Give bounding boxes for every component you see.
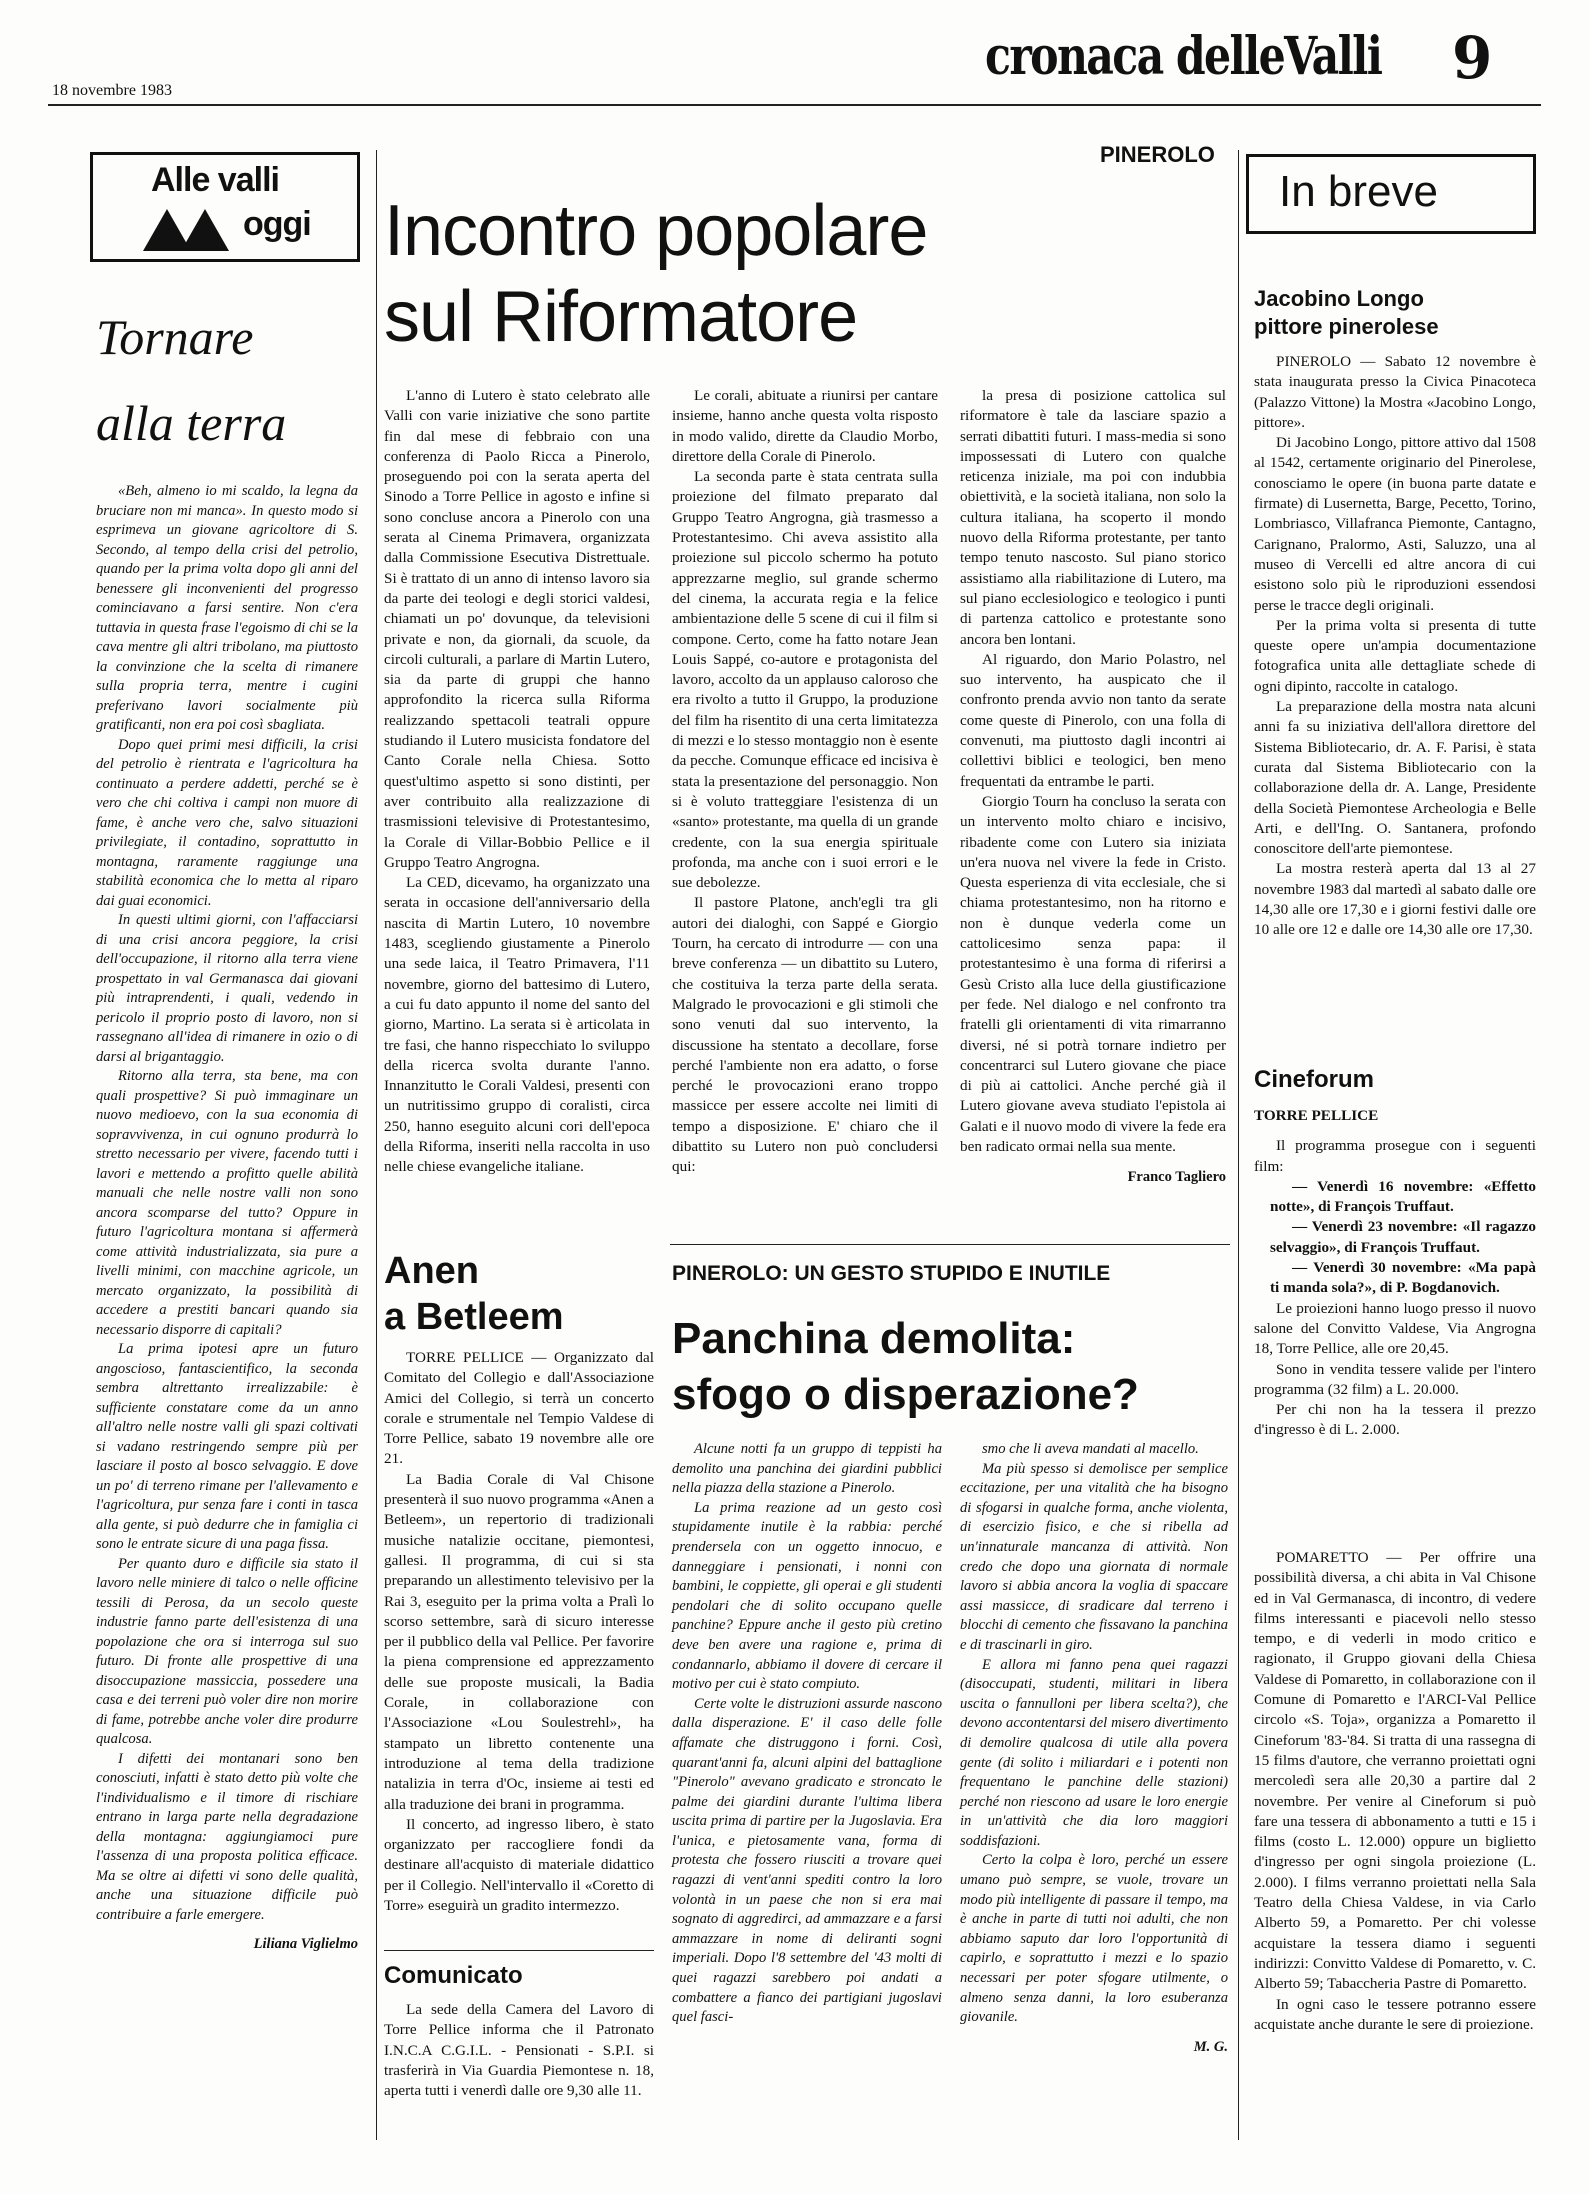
left-article-title-1: Tornare	[96, 309, 254, 365]
anen-body: TORRE PELLICE — Organizzato dal Comitato del Collegio e dall'Associazione Amici del Collegio, si terrà un concerto corale e strumentale nel Tempio Valdese di Torre Pellice, sabato 19 novembre alle ore 21. La Badia Corale di Val Chisone presenterà il suo nuovo programma «Anen a Betleem», un repertorio di tradizionali musiche natalizie occitane, piemontesi, gallesi. Il programma, di cui si sta preparando un allestimento televisivo per la Rai 3, eseguito per la prima volta a Pralì lo scorso settembre, sarà di sicuro interesse per il pubblico della val Pellice. Per favorire la piena comprensione ed apprezzamento delle sue proposte musicali, la Badia Corale, in collaborazione con l'Associazione «Lou Soulestrehl», ha stampato un libretto contenente una introduzione al tema della tradizione natalizia in terra d'Oc, insieme ai testi ed alla traduzione dei brani in programma. Il concerto, ad ingresso libero, è stato organizzato per raccogliere fondi da destinare all'acquisto di materiale didattico per il Collegio. Nell'intervallo il «Coretto di Torre» eseguirà un gradito intermezzo.	[384, 1349, 654, 1915]
breve-item1-title-1: Jacobino Longo	[1254, 286, 1424, 311]
pomaretto-body: POMARETTO — Per offrire una possibilità diversa, a chi abita in Val Chisone ed in Val Germanasca, di incontro, di vedere films interessanti e piacevoli nello stesso tempo, e di vederli in modo critico e ragionato, il Gruppo giovani della Chiesa Valdese di Pomaretto, in collaborazione con il Comune di Pomaretto e l'ARCI-Val Pellice circolo «S. Toja», organizza a Pomaretto il Cineforum '83-'84. Si tratta di una rassegna di 15 films d'autore, che verranno proiettati ogni mercoledì sera alle 20,30 a partire dal 2 novembre. Per venire al Cineforum si può fare una tessera di abbonamento a tutti e 15 i films (costo L. 12.000) oppure un biglietto d'ingresso per ogni singola proiezione (L. 2.000). I films verranno proiettati nella Sala Teatro della Chiesa Valdese, in via Carlo Alberto 59, a Pomaretto. Per chi volesse acquistare la tessera diamo i seguenti indirizzi: Convitto Valdese di Pomaretto, v. C. Alberto 59; Tabaccheria Pastre di Pomaretto. In ogni caso le tessere potranno essere acquistate anche durante le sere di proiezione.	[1254, 1549, 1536, 2033]
film-item-3: — Venerdì 30 novembre: «Ma papà ti manda sola?», di P. Bogdanovich.	[1270, 1259, 1536, 1297]
main-col-3: la presa di posizione cattolica sul riformatore è tale da lasciare spazio a serrati dibattiti futuri. I mass-media si sono impossessati di Lutero con qualche reticenza iniziale, ma poi con indubbia obiettività, e la società italiana, non solo la cultura italiana, ha scoperto il mondo nuovo della Riforma protestante, per tanto tempo tenuto nascosto. Sul piano storico assistiamo alla riabilitazione di Lutero, ma sul piano ecclesiologico e teologico i punti di partenza cattolico e protestante sono ancora ben lontani. Al riguardo, don Mario Polastro, nel suo intervento, ha auspicato che il confronto prenda avvio non tanto da serate come queste di Pinerolo, con una folla di convenuti, ma piuttosto dagli incontri ai collettivi biblici e teologici, ben meno frequentati da entrambe le parti. Giorgio Tourn ha concluso la serata con un intervento molto chiaro e incisivo, ribadente come con Lutero sia iniziata un'era nuova nel vivere la fede in Cristo. Questa esperienza di vita ecclesiale, che si chiama protestantesimo, non ha ritorno e non è dunque vederla come un cattolicesimo senza papa: il protestantesimo è una forma di riferirsi a Gesù Cristo alla luce della giustificazione per fede. Nel dialogo e nel confronto tra fratelli gli orientamenti di vita rimarranno diversi, né si potrà tornare indietro per concentrarci sul Lutero giovane che piace di più ai cattolici. Anche perché già il Lutero giovane aveva studiato l'epistola ai Galati e il nuovo modo di vivere la fede era ben radicato ormai nella sua mente. Franco Tagliero	[960, 386, 1226, 1188]
comunicato-body: La sede della Camera del Lavoro di Torre Pellice informa che il Patronato I.N.C.A C.G.I.L. - Pensionati - S.P.I. si trasferirà in Via Guardia Piemontese n. 18, aperta tutti i venerdì dalle ore 9,30 alle 11.	[384, 2001, 654, 2100]
cineforum-title: Cineforum	[1254, 1066, 1374, 1093]
comunicato-rule	[384, 1950, 654, 1951]
issue-date: 18 novembre 1983	[52, 82, 172, 99]
masthead-title: cronaca delleValli	[985, 26, 1382, 87]
column-rule	[376, 150, 377, 2140]
panchina-kicker: PINEROLO: UN GESTO STUPIDO E INUTILE	[672, 1262, 1111, 1285]
left-article-body: «Beh, almeno io mi scaldo, la legna da bruciare non mi manca». In questo modo si esprimeva un giovane agricoltore di S. Secondo, al tempo della crisi del petrolio, quando per la prima volta dopo gli anni del benessere gli inconvenienti del progresso cominciavano a farsi sentire. Non c'era tuttavia in questa frase l'egoismo di chi se la cava mentre gli altri tribolano, ma piuttosto la convinzione che la scelta di rimanere sulla propria terra, mentre i cugini preferivano lavori socialmente più gratificanti, non era poi così sbagliata. Dopo quei primi mesi difficili, la crisi del petrolio è rientrata e l'agricoltura ha continuato a perdere addetti, perché se è vero che chi coltiva i campi non muore di fame, è anche vero che, salvo situazioni privilegiate, il contadino, soprattutto in montagna, raramente raggiunge una stabilità economica che lo metta al riparo dai guai economici. In questi ultimi giorni, con l'affacciarsi di una crisi ancora peggiore, la crisi dell'occupazione, il ritorno alla terra viene prospettato in val Germanasca dai giovani più intraprendenti, i quali, vedendo in pericolo il proprio posto di lavoro, non si rassegnano all'idea di rimanere in ozio o di darsi al brigantaggio. Ritorno alla terra, sta bene, ma con quali prospettive? Si può immaginare un nuovo medioevo, con la sua economia di sopravvivenza, in cui ognuno produrrà lo stretto necessario per vivere, facendo tutti i lavori e mettendo a profitto quelle abilità manuali che nelle nostre valli non sono ancora scomparse del tutto? Oppure in futuro l'agricoltura montana si affermerà come attività industrializzata, sia pure a livelli minimi, con macchine agricole, un mercato organizzato, la possibilità di accedere a prestiti bancari quando sia necessario disporre di capitali? La prima ipotesi apre un futuro angoscioso, fantascientifico, la seconda sembra altrettanto irrealizzabile: è sufficiente constatare come da un anno all'altro nelle nostre valli gli spazi coltivati si vadano restringendo sempre più per lasciare il posto al bosco selvaggio. E dove un po' di terreno rimane per l'allevamento e l'agricoltura, pur senza fare i conti in tasca alla gente, si può dedurre che in famiglia ci sono le entrate sicure di una paga fissa. Per quanto duro e difficile sia stato il lavoro nelle miniere di talco o nelle officine tessili di Perosa, da un secolo queste industrie fanno parte dell'esistenza di una popolazione che ora si interroga sul suo futuro. Di fronte alle prospettive di una disoccupazione massiccia, possedere una casa e dei terreni può voler dire non morire di fame, potrebbe anche voler dire produrre qualcosa. I difetti dei montanari sono ben conosciuti, infatti è stato detto più volte che l'individualismo e il timore di rischiare entrano in larga parte nella degradazione della montagna: aggiungiamoci pure l'assenza di una proposta politica efficace. Ma se oltre ai difetti vi sono delle qualità, anche una situazione difficile può contribuire a farle emergere. Liliana Viglielmo	[96, 482, 358, 1955]
left-article-signature: Liliana Viglielmo	[253, 1936, 358, 1952]
main-headline-1: Incontro popolare	[384, 191, 928, 271]
panchina-signature: M. G.	[1193, 2038, 1228, 2055]
breve-item1-body: PINEROLO — Sabato 12 novembre è stata inaugurata presso la Civica Pinacoteca (Palazzo Vittone) la Mostra «Jacobino Longo, pittore». Di Jacobino Longo, pittore attivo dal 1508 al 1542, certamente originario del Pinerolese, conosciamo le opere (in buona parte datate e firmate) di Lusernetta, Barge, Pecetto, Torino, Lombriasco, Villafranca Piemonte, Cantagno, Carignano, Pralormo, Asti, Saluzzo, una al museo di Vercelli ed altre ancora di cui esistono solo più le riproduzioni essendosi perse le tracce degli originali. Per la prima volta si presenta di tutte queste opere un'ampia documentazione fotografica unita alle dettagliate schede di ogni dipinto, raccolte in catalogo. La preparazione della mostra nata alcuni anni fa su iniziativa dell'allora direttore del Sistema Bibliotecario, dr. A. F. Parisi, è stata curata dal Sistema Bibliotecario con la collaborazione della dr. A. Lange, Presidente della Società Piemontese Archeologia e Belle Arti, e dell'Ing. O. Santanera, profondo conoscitore dell'arte piemontese. La mostra resterà aperta dal 13 al 27 novembre 1983 dal martedì al sabato dalle ore 14,30 alle ore 17,30 e i giorni festivi dalle ore 10 alle ore 12 e dalle ore 14,30 alle ore 17,30.	[1254, 353, 1536, 939]
film-item-1: — Venerdì 16 novembre: «Effetto notte», di François Truffaut.	[1270, 1177, 1536, 1216]
section-rule	[670, 1244, 1230, 1245]
in-breve-title: In breve	[1279, 167, 1438, 216]
page-number: 9	[1452, 24, 1493, 92]
panchina-headline-1: Panchina demolita:	[672, 1314, 1076, 1363]
anen-title-1: Anen	[384, 1250, 479, 1292]
main-kicker: PINEROLO	[1100, 142, 1215, 167]
cineforum-body: TORRE PELLICE Il programma prosegue con i seguenti film: — Venerdì 16 novembre: «Effetto notte», di François Truffaut. — Venerdì 23 novembre: «Il ragazzo selvaggio», di François Truffaut. — Venerdì 30 novembre: «Ma papà ti manda sola?», di P. Bogdanovich. Le proiezioni hanno luogo presso il nuovo salone del Convitto Valdese, Via Angrogna 18, Torre Pellice, alle ore 20,45. Sono in vendita tessere valide per l'intero programma (32 film) a L. 20.000. Per chi non ha la tessera il prezzo d'ingresso è di L. 2.000.	[1254, 1107, 1536, 1439]
breve-item1-title-2: pittore pinerolese	[1254, 314, 1439, 339]
panchina-col-1: Alcune notti fa un gruppo di teppisti ha demolito una panchina dei giardini pubblici nella piazza della stazione a Pinerolo. La prima reazione ad un gesto così stupidamente inutile è la rabbia: perché prendersela con un oggetto innocuo, e danneggiare i pensionati, i nonni con bambini, le coppiette, gli operai e gli studenti pendolari che di solito occupano quelle panchine? Eppure anche il gesto più cretino deve ben avere una ragione e, prima di condannarlo, abbiamo il dovere di cercare il motivo per cui è stato compiuto. Certe volte le distruzioni assurde nascono dalla disperazione. E' il caso delle folle affamate che distruggono i forni. Così, quarant'anni fa, alcuni alpini del battaglione "Pinerolo" avevano gradicato e stroncato le palme dei giardini durante l'ultima libera uscita prima di partire per la Jugoslavia. Era l'unica, e pietosamente vana, forma di protesta che fossero riusciti a trovare quei ragazzi di vent'anni spediti contro la loro volontà in un paese che non si era mai sognato di aggredirci, ad ammazzare e a farsi ammazzare in nome di deliranti sogni imperiali. Dopo l'8 settembre del '43 molti di quei ragazzi sarebbero poi andati a combattere a fianco dei partigiani jugoslavi quel fasci-	[672, 1441, 942, 2026]
mountains-icon	[143, 207, 233, 255]
film-item-2: — Venerdì 23 novembre: «Il ragazzo selvaggio», di François Truffaut.	[1270, 1218, 1536, 1256]
main-headline-2: sul Riformatore	[384, 277, 858, 357]
main-col-2: Le corali, abituate a riunirsi per cantare insieme, hanno anche questa volta risposto in modo valido, dirette da Claudio Morbo, direttore della Corale di Pinerolo. La seconda parte è stata centrata sulla proiezione del filmato preparato dal Gruppo Teatro Angrogna, già trasmesso a Protestantesimo. Chi aveva assistito alla proiezione sul piccolo schermo ha potuto apprezzarne meglio, sul grande schermo del cinema, la accurata regia e la felice ambientazione delle 5 scene di cui il film si compone. Certo, come ha fatto notare Jean Louis Sappé, co-autore e protagonista del lavoro, accolto da un applauso caloroso che era rivolto a tutto il Gruppo, la produzione del film ha risentito di una certa limitatezza di mezzi e lo stesso montaggio non è esente da pecche. Comunque efficace ed incisiva è stata la presentazione del personaggio. Non si è voluto tratteggiare l'esistenza di un «santo» protestante, ma quella di un grande credente, con la sua energia spirituale profonda, ma anche con i suoi errori e le sue debolezze. Il pastore Platone, anch'egli tra gli autori dei dialoghi, con Sappé e Giorgio Tourn, ha cercato di introdurre — con una breve conferenza — un dibattito su Lutero, che costituiva la terza parte della serata. Malgrado le provocazioni e gli stimoli che sono venuti dal suo intervento, la discussione ha stentato a decollare, forse perché l'ambiente non era adatto, o forse perché le provocazioni erano troppo massicce per essere accolte nei limiti di tempo a disposizione. E' chiaro che il dibattito su Lutero non può concludersi qui:	[672, 387, 938, 1176]
right-column-rule	[1238, 150, 1239, 2140]
panchina-col-2: smo che li aveva mandati al macello. Ma più spesso si demolisce per semplice eccitazione, per una vitalità che ha bisogno di sfogarsi in qualche forma, anche violenta, di esercizio fisico, e che si ribella ad un'innaturale mancanza di attività. Non credo che dopo una giornata di normale lavoro si abbia ancora la voglia di spaccare assi massicce, di sradicare dal terreno i blocchi di cemento che fissavano la panchina e di trascinarli in giro. E allora mi fanno pena quei ragazzi (disoccupati, studenti, militari in libera uscita o fannulloni per libera scelta?), che devono accontentarsi del misero divertimento di demolire qualcosa di utile alla povera gente (di solito i miliardari e i potenti non frequentano le panchine delle stazioni) perché non riescono ad usare le loro energie in un'attività che dia loro maggiori soddisfazioni. Certo la colpa è loro, perché un essere umano può sempre, se vuole, trovare un modo più intelligente di passare il tempo, ma è anche in parte di tutti noi adulti, che non abbiamo saputo dar loro l'opportunità di capirlo, e soprattutto i mezzi e lo spazio necessari per poter sfogare utilmente, o almeno senza danni, la loro esuberanza giovanile. M. G.	[960, 1440, 1228, 2057]
left-article-title-2: alla terra	[96, 395, 287, 451]
oggi-label: oggi	[243, 205, 311, 243]
main-signature: Franco Tagliero	[1127, 1169, 1226, 1186]
alle-valli-label: Alle valli	[151, 161, 279, 199]
anen-title-2: a Betleem	[384, 1296, 564, 1338]
main-col-1: L'anno di Lutero è stato celebrato alle Valli con varie iniziative che sono partite fin dal mese di febbraio con una conferenza di Paolo Ricca a Pinerolo, proseguendo poi con la serata aperta del Sinodo a Torre Pellice in agosto e infine si sono concluse ancora a Pinerolo con una serata al Cinema Primavera, organizzata dalla Commissione Esecutiva Distrettuale. Si è trattato di un anno di intenso lavoro sia da parte dei teologi e degli storici valdesi, chiamati un po' dovunque, da televisioni private e non, da giornali, da scuole, da circoli culturali, a parlare di Martin Lutero, sia da parte di gruppi che hanno approfondito la ricerca sulla Riforma realizzando spettacoli teatrali oppure studiando il Lutero musicista fondatore del Canto Corale nella Chiesa. Sotto quest'ultimo aspetto si sono distinti, per aver contribuito alla realizzazione di trasmissioni televisive di Protestantesimo, la Corale di Villar-Bobbio Pellice e il Gruppo Teatro Angrogna. La CED, dicevamo, ha organizzato una serata in occasione dell'anniversario della nascita di Martin Lutero, 10 novembre 1483, scegliendo giustamente a Pinerolo una sede laica, il Teatro Primavera, l'11 novembre, giorno del battesimo di Lutero, a cui fu dato appunto il nome del santo del giorno, Martino. La serata si è articolata in tre fasi, che hanno rispecchiato lo sviluppo della ricerca svolta durante l'anno. Innanzitutto le Corali Valdesi, presenti con un nutritissimo gruppo di coralisti, circa 250, hanno eseguito alcuni cori dell'epoca della Riforma, inseriti nella raccolta in uso nelle chiese evangeliche italiane.	[384, 387, 650, 1176]
masthead-rule	[48, 104, 1541, 106]
in-breve-box	[1246, 154, 1536, 234]
comunicato-title: Comunicato	[384, 1962, 523, 1989]
panchina-headline-2: sfogo o disperazione?	[672, 1370, 1139, 1419]
alle-valli-box	[90, 152, 360, 262]
